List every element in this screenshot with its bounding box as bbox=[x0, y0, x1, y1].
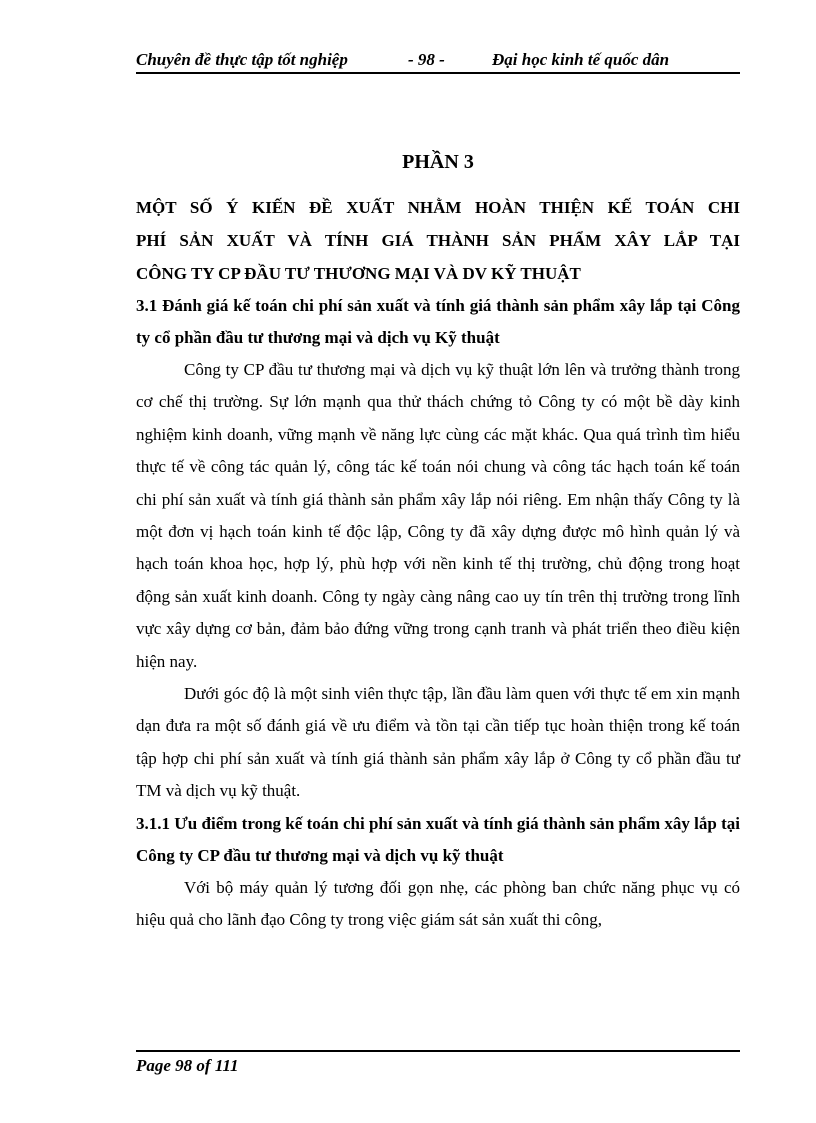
section-3-1-paragraph-2: Dưới góc độ là một sinh viên thực tập, lần đầu làm quen với thực tế em xin mạnh dạn đưa ra một số đánh giá về ưu điểm và tồn tại cần tiếp tục hoàn thiện trong kế toán tập hợp chi phí sản xuất và tính giá thành sản phẩm xây lắp ở Công ty cổ phần đầu tư TM và dịch vụ kỹ thuật. bbox=[136, 684, 740, 801]
header-document-type: Chuyên đề thực tập tốt nghiệp bbox=[136, 50, 348, 69]
chapter-title-line-2: PHÍ SẢN XUẤT VÀ TÍNH GIÁ THÀNH SẢN PHẨM XÂY LẮP TẠI bbox=[136, 231, 740, 250]
page-body bbox=[136, 147, 740, 937]
section-3-1-1-paragraph-1: Với bộ máy quản lý tương đối gọn nhẹ, các phòng ban chức năng phục vụ có hiệu quả cho lãnh đạo Công ty trong việc giám sát sản xuất thi công, bbox=[136, 877, 740, 930]
chapter-title bbox=[136, 191, 740, 290]
section-3-1-paragraph-1: Công ty CP đầu tư thương mại và dịch vụ kỹ thuật lớn lên và trưởng thành trong cơ chế thị trường. Sự lớn mạnh qua thử thách chứng tỏ Công ty có một bề dày kinh nghiệm kinh doanh, vững mạnh về năng lực cùng các mặt khác. Qua quá trình tìm hiểu thực tế về công tác quản lý, công tác kế toán nói chung và công tác hạch toán kế toán chi phí sản xuất và tính giá thành sản phẩm xây lắp nói riêng. Em nhận thấy Công ty là một đơn vị hạch toán kinh tế độc lập, Công ty đã xây dựng được mô hình quản lý và hạch toán khoa học, hợp lý, phù hợp với nền kinh tế thị trường, chủ động trong hoạt động sản xuất kinh doanh. Công ty ngày càng nâng cao uy tín trên thị trường trong lĩnh vực xây dựng cơ bản, đảm bảo đứng vững trong cạnh tranh và phát triển theo điều kiện hiện nay. bbox=[136, 360, 740, 671]
chapter-title-line-3: CÔNG TY CP ĐẦU TƯ THƯƠNG MẠI VÀ DV KỸ THUẬT bbox=[136, 264, 581, 283]
footer-page-number: Page 98 of 111 bbox=[136, 1056, 239, 1075]
chapter-title-line-1: MỘT SỐ Ý KIẾN ĐỀ XUẤT NHẰM HOÀN THIỆN KẾ TOÁN CHI bbox=[136, 198, 740, 217]
header-university: Đại học kinh tế quốc dân bbox=[492, 50, 670, 69]
section-3-1-heading: 3.1 Đánh giá kế toán chi phí sản xuất và tính giá thành sản phẩm xây lắp tại Công ty cổ phần đầu tư thương mại và dịch vụ Kỹ thuật bbox=[136, 296, 740, 347]
part-title: PHẦN 3 bbox=[402, 151, 474, 173]
page-footer bbox=[136, 1050, 740, 1076]
header-page-marker: - 98 - bbox=[408, 50, 445, 69]
page-header bbox=[136, 48, 740, 74]
section-3-1-1-heading: 3.1.1 Ưu điểm trong kế toán chi phí sản xuất và tính giá thành sản phẩm xây lắp tại Công ty CP đầu tư thương mại và dịch vụ kỹ thuật bbox=[136, 813, 740, 865]
